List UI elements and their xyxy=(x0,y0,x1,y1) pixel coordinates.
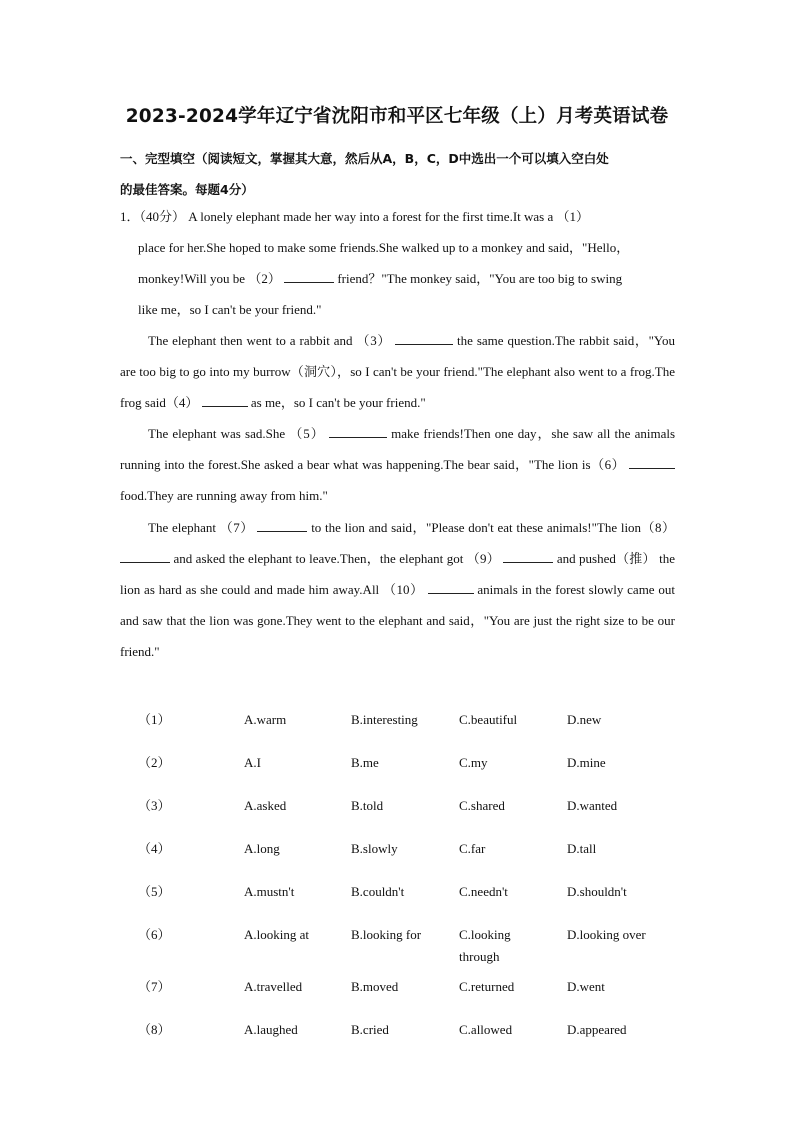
blank-8 xyxy=(120,550,170,563)
option-b: B.me xyxy=(351,755,379,770)
para2-text-c: food.They are running away from him." xyxy=(120,488,328,503)
option-number: （4） xyxy=(138,841,171,856)
option-d: D.appeared xyxy=(567,1022,627,1037)
para3-text-e: animals in the forest slowly came out and saw that the lion was gone.They went to the elephant and said，"You are just the right size to be our friend." xyxy=(120,582,676,659)
section-instructions xyxy=(120,143,680,205)
option-number: （2） xyxy=(138,755,171,770)
option-a: A.warm xyxy=(244,712,287,727)
option-c: C.returned xyxy=(459,979,515,994)
option-a: A.mustn't xyxy=(244,884,295,899)
option-d: D.went xyxy=(567,979,605,994)
question-line-1 xyxy=(120,201,675,232)
question-score: （40分） xyxy=(139,209,186,224)
question-line-2: place for her.She hoped to make some friends.She walked up to a monkey and said，"Hello， xyxy=(138,240,630,255)
option-row xyxy=(138,1011,677,1054)
option-c: C.beautiful xyxy=(459,712,518,727)
option-c: C.my xyxy=(459,755,488,770)
option-d: D.tall xyxy=(567,841,597,856)
option-c: C.far xyxy=(459,841,486,856)
blank-6 xyxy=(629,456,675,469)
passage-paragraph-2 xyxy=(120,418,675,511)
para1-text-b: the same question.The rabbit said，"You are too big to go into my burrow（洞穴），so I can't be your friend."The elephant also went to a frog.The frog said（4） xyxy=(120,333,675,410)
option-row xyxy=(138,744,677,787)
option-a: A.laughed xyxy=(244,1022,298,1037)
option-a: A.asked xyxy=(244,798,287,813)
option-c: C.shared xyxy=(459,798,505,813)
blank-5 xyxy=(329,425,387,438)
option-d: D.looking over xyxy=(567,927,646,942)
para2-text-a: The elephant was sad.She （5） xyxy=(148,426,325,441)
options-table xyxy=(138,701,677,1054)
option-c: C.allowed xyxy=(459,1022,513,1037)
question-text-3b: friend？"The monkey said，"You are too big to swing xyxy=(337,271,623,286)
option-a: A.travelled xyxy=(244,979,303,994)
option-c: C.looking through xyxy=(459,927,511,964)
para3-text-d: and pushed（推） the lion as hard as she could and made him away.All （10） xyxy=(120,551,676,597)
option-row xyxy=(138,830,677,873)
option-number: （5） xyxy=(138,884,171,899)
option-a: A.I xyxy=(244,755,261,770)
para3-text-c: and asked the elephant to leave.Then，the elephant got （9） xyxy=(173,551,500,566)
option-d: D.mine xyxy=(567,755,606,770)
option-b: B.told xyxy=(351,798,384,813)
option-row xyxy=(138,873,677,916)
option-c: C.needn't xyxy=(459,884,508,899)
option-b: B.slowly xyxy=(351,841,398,856)
para1-text-a: The elephant then went to a rabbit and （3） xyxy=(148,333,392,348)
section-line-2: 的最佳答案。每题4分） xyxy=(120,182,254,197)
option-b: B.cried xyxy=(351,1022,389,1037)
option-a: A.long xyxy=(244,841,280,856)
question-line-4: like me，so I can't be your friend." xyxy=(138,302,322,317)
option-d: D.wanted xyxy=(567,798,618,813)
option-b: B.couldn't xyxy=(351,884,405,899)
option-b: B.moved xyxy=(351,979,399,994)
option-a: A.looking at xyxy=(244,927,309,942)
para2-text-b: make friends!Then one day，she saw all the animals running into the forest.She asked a bear what was happening.The bear said，"The lion is（6） xyxy=(120,426,676,472)
passage-paragraph-1 xyxy=(120,325,675,418)
blank-10 xyxy=(428,581,474,594)
para3-text-a: The elephant （7） xyxy=(148,520,254,535)
question-text-1: A lonely elephant made her way into a forest for the first time.It was a （1） xyxy=(188,209,589,224)
option-number: （7） xyxy=(138,979,171,994)
question-intro xyxy=(120,201,675,325)
blank-9 xyxy=(503,550,553,563)
option-d: D.new xyxy=(567,712,602,727)
blank-2 xyxy=(284,270,334,283)
page-title: 2023-2024学年辽宁省沈阳市和平区七年级（上）月考英语试卷 xyxy=(125,106,669,127)
option-b: B.interesting xyxy=(351,712,418,727)
blank-7 xyxy=(257,519,307,532)
question-number: 1． xyxy=(120,209,140,224)
option-row xyxy=(138,787,677,830)
option-d: D.shouldn't xyxy=(567,884,627,899)
option-number: （8） xyxy=(138,1022,171,1037)
para3-text-b: to the lion and said，"Please don't eat these animals!"The lion（8） xyxy=(311,520,676,535)
option-row xyxy=(138,701,677,744)
blank-4 xyxy=(202,394,248,407)
question-line-3 xyxy=(120,263,675,294)
section-line-1: 一、完型填空（阅读短文，掌握其大意，然后从A，B，C，D中选出一个可以填入空白处 xyxy=(120,151,609,166)
option-number: （1） xyxy=(138,712,171,727)
para1-text-c: as me，so I can't be your friend." xyxy=(250,395,426,410)
option-number: （3） xyxy=(138,798,171,813)
blank-3 xyxy=(395,332,453,345)
passage-paragraph-3 xyxy=(120,512,675,667)
option-b: B.looking for xyxy=(351,927,422,942)
question-text-3a: monkey!Will you be （2） xyxy=(138,271,281,286)
option-number: （6） xyxy=(138,927,171,942)
option-row xyxy=(138,916,677,968)
option-row xyxy=(138,968,677,1011)
